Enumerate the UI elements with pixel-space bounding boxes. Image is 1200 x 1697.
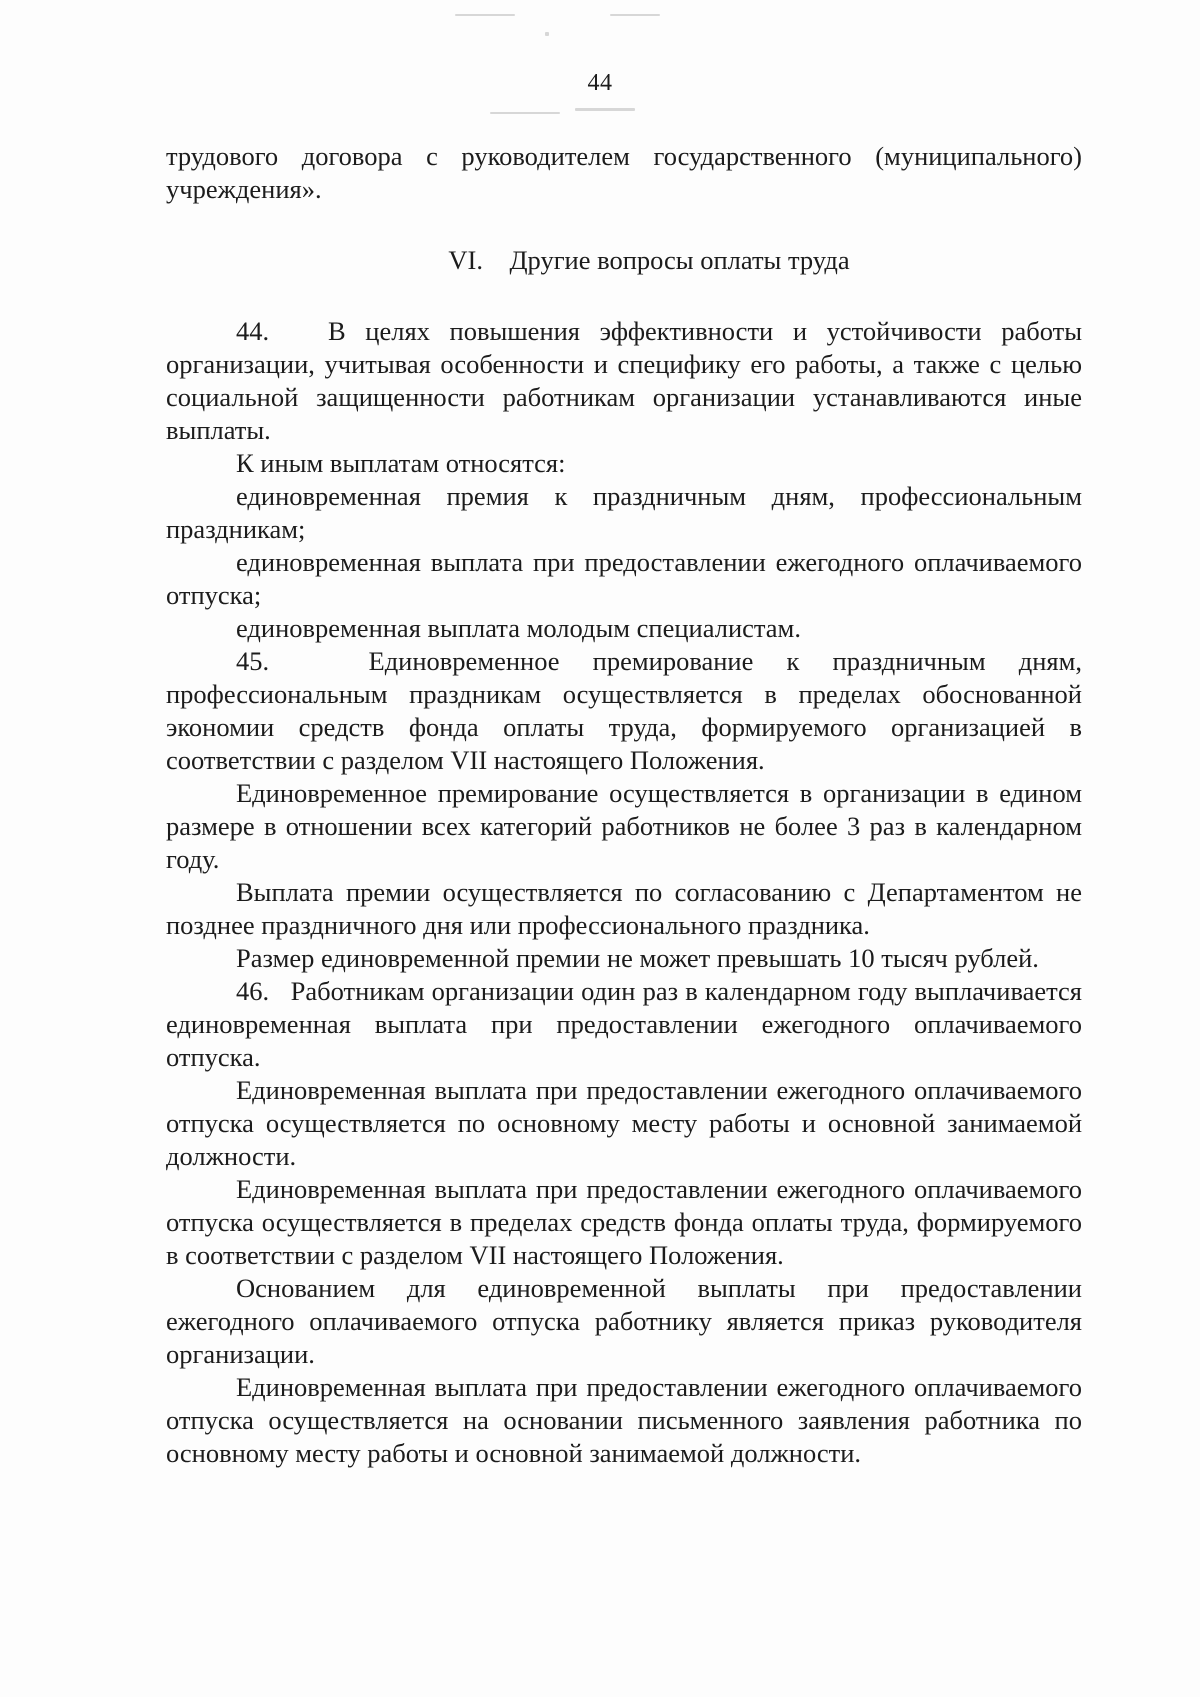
paragraph: Единовременная выплата при предоставлении ежегодного оплачиваемого отпуска осуществляется на основании письменного заявления работника по основному месту работы и основной занимаемой должности. [166, 1372, 1089, 1468]
paragraph: Выплата премии осуществляется по согласованию с Департаментом не позднее праздничного дня или профессионального праздника. [166, 877, 1089, 940]
paragraph: Единовременное премирование осуществляется в организации в едином размере в отношении всех категорий работников не более 3 раз в календарном году. [166, 778, 1089, 874]
scan-artifact [610, 14, 660, 16]
list-item: единовременная премия к праздничным дням, профессиональным праздникам; [166, 481, 1089, 544]
section-heading: VI. Другие вопросы оплаты труда [448, 245, 850, 275]
scan-artifact [575, 108, 635, 111]
paragraph: К иным выплатам относятся: [236, 448, 566, 478]
paragraph: Основанием для единовременной выплаты при предоставлении ежегодного оплачиваемого отпуска работнику является приказ руководителя организации. [166, 1273, 1089, 1369]
document-body [166, 140, 1089, 1470]
paragraph-item-45: 45. Единовременное премирование к праздничным дням, профессиональным праздникам осуществляется в пределах обоснованной экономии средств фонда оплаты труда, формируемого организацией в соответствии с разделом VII настоящего Положения. [166, 646, 1089, 775]
paragraph-continuation: трудового договора с руководителем государственного (муниципального) учреждения». [166, 141, 1089, 204]
paragraph-item-46: 46. Работникам организации один раз в календарном году выплачивается единовременная выплата при предоставлении ежегодного оплачиваемого отпуска. [166, 976, 1089, 1072]
list-item: единовременная выплата молодым специалистам. [236, 613, 801, 643]
list-item: единовременная выплата при предоставлении ежегодного оплачиваемого отпуска; [166, 547, 1089, 610]
paragraph-item-44: 44. В целях повышения эффективности и устойчивости работы организации, учитывая особенности и специфику его работы, а также с целью социальной защищенности работникам организации устанавливаются иные выплаты. [166, 316, 1089, 445]
paragraph: Размер единовременной премии не может превышать 10 тысяч рублей. [236, 943, 1039, 973]
scan-artifact [545, 32, 549, 36]
paragraph: Единовременная выплата при предоставлении ежегодного оплачиваемого отпуска осуществляется в пределах средств фонда оплаты труда, формируемого в соответствии с разделом VII настоящего Положения. [166, 1174, 1089, 1270]
paragraph: Единовременная выплата при предоставлении ежегодного оплачиваемого отпуска осуществляется по основному месту работы и основной занимаемой должности. [166, 1075, 1089, 1171]
scan-artifact [455, 14, 515, 16]
scan-artifact [490, 112, 560, 114]
page-number: 44 [587, 70, 613, 96]
